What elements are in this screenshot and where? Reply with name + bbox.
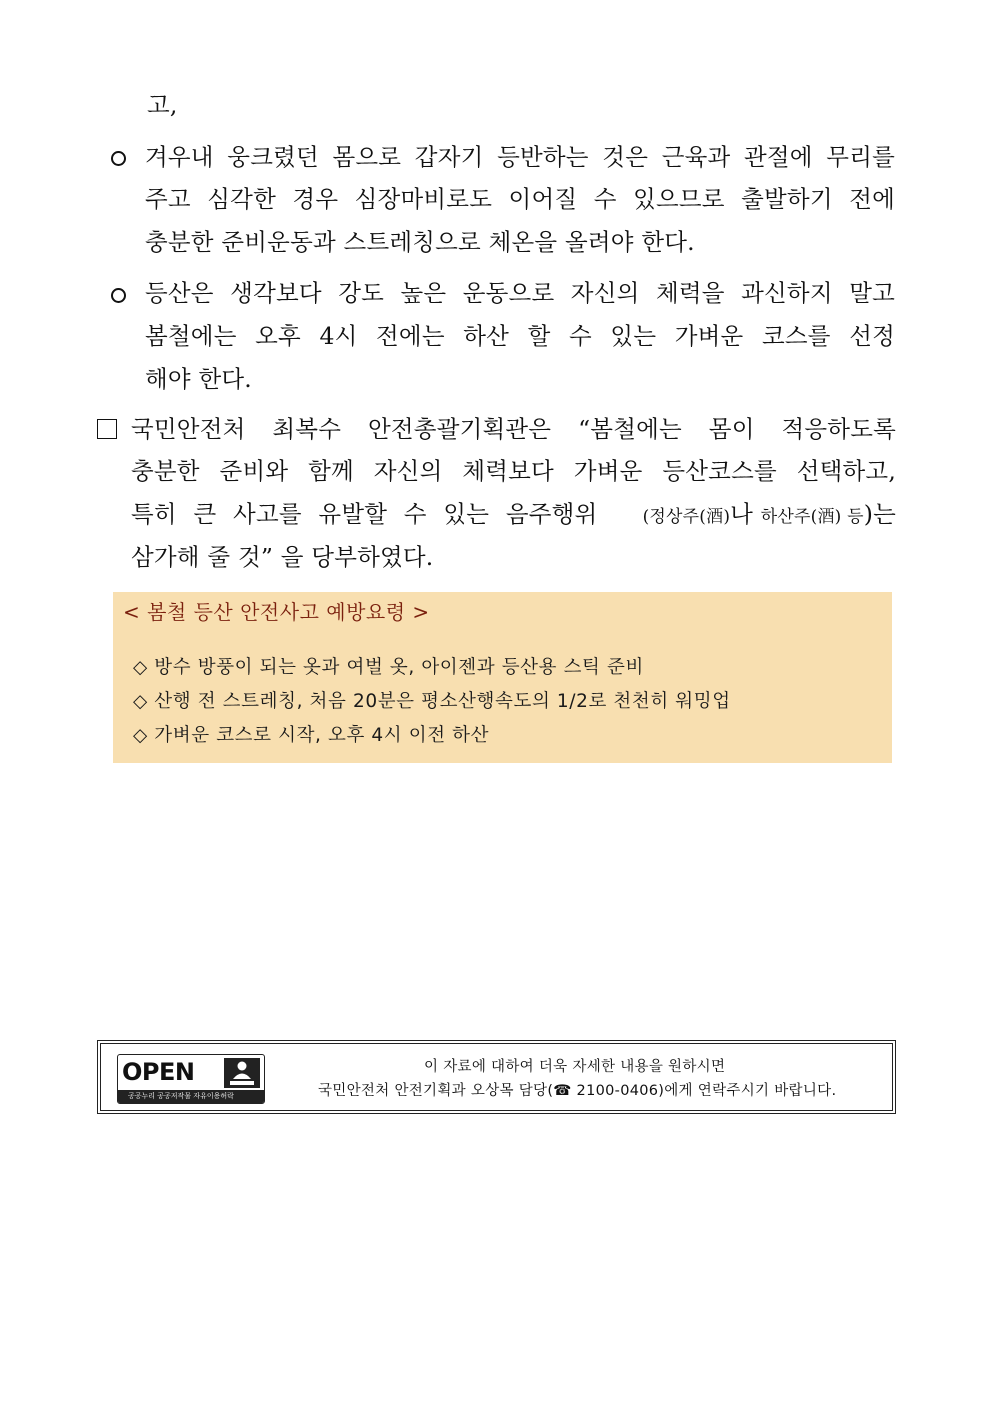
quote-line3-main: 특히 큰 사고를 유발할 수 있는 음주행위 [131,500,598,528]
tip-item: ◇ 가벼운 코스로 시작, 오후 4시 이전 하산 [133,725,490,746]
quote-line3-small2: 하산주(酒) 등 [760,507,864,527]
safety-tips-box [113,592,892,763]
continuation-text: 고, [147,91,178,119]
tip-item: ◇ 방수 방풍이 되는 옷과 여벌 옷, 아이젠과 등산용 스틱 준비 [133,657,644,678]
open-license-logo [117,1054,265,1104]
tip-item: ◇ 산행 전 스트레칭, 처음 20분은 평소산행속도의 1/2로 천천히 워밍업 [133,691,731,712]
quote-line4: 삼가해 줄 것” 을 당부하였다. [131,543,434,571]
tips-title: < 봄철 등산 안전사고 예방요령 > [123,600,430,624]
quote-line2: 충분한 준비와 함께 자신의 체력보다 가벼운 등산코스를 선택하고, [131,457,896,485]
open-logo-subtext: 공공누리 공공저작물 자유이용허락 [118,1090,264,1103]
bullet1-line2: 주고 심각한 경우 심장마비로도 이어질 수 있으므로 출발하기 전에 [145,185,895,213]
bullet1-line1: 겨우내 웅크렸던 몸으로 갑자기 등반하는 것은 근육과 관절에 무리를 [145,143,895,171]
circle-bullet-icon [111,288,126,303]
attribution-person-icon [224,1058,260,1088]
bullet2-line1: 등산은 생각보다 강도 높은 운동으로 자신의 체력을 과신하지 말고 [145,279,895,307]
quote-line3-mid: 나 [730,500,761,528]
quote-line3-small1: (정상주(酒) [642,507,731,527]
footer-line2: 국민안전처 안전기획과 오상목 담당(☎ 2100-0406)에게 연락주시기 바랍니다. [318,1083,837,1099]
quote-line1: 국민안전처 최복수 안전총괄기획관은 “봄철에는 몸이 적응하도록 [131,415,896,443]
circle-bullet-icon [111,151,126,166]
contact-footer [97,1040,896,1114]
quote-line3-end: )는 [863,500,896,528]
bullet2-line2: 봄철에는 오후 4시 전에는 하산 할 수 있는 가벼운 코스를 선정 [145,322,895,350]
footer-line1: 이 자료에 대하여 더욱 자세한 내용을 원하시면 [424,1059,726,1075]
open-logo-text: OPEN [122,1058,195,1086]
quote-line3 [131,499,896,532]
bullet1-line3: 충분한 준비운동과 스트레칭으로 체온을 올려야 한다. [145,228,695,256]
bullet2-line3: 해야 한다. [145,365,252,393]
quote-line3-tail [643,499,896,532]
square-bullet-icon [97,419,117,439]
